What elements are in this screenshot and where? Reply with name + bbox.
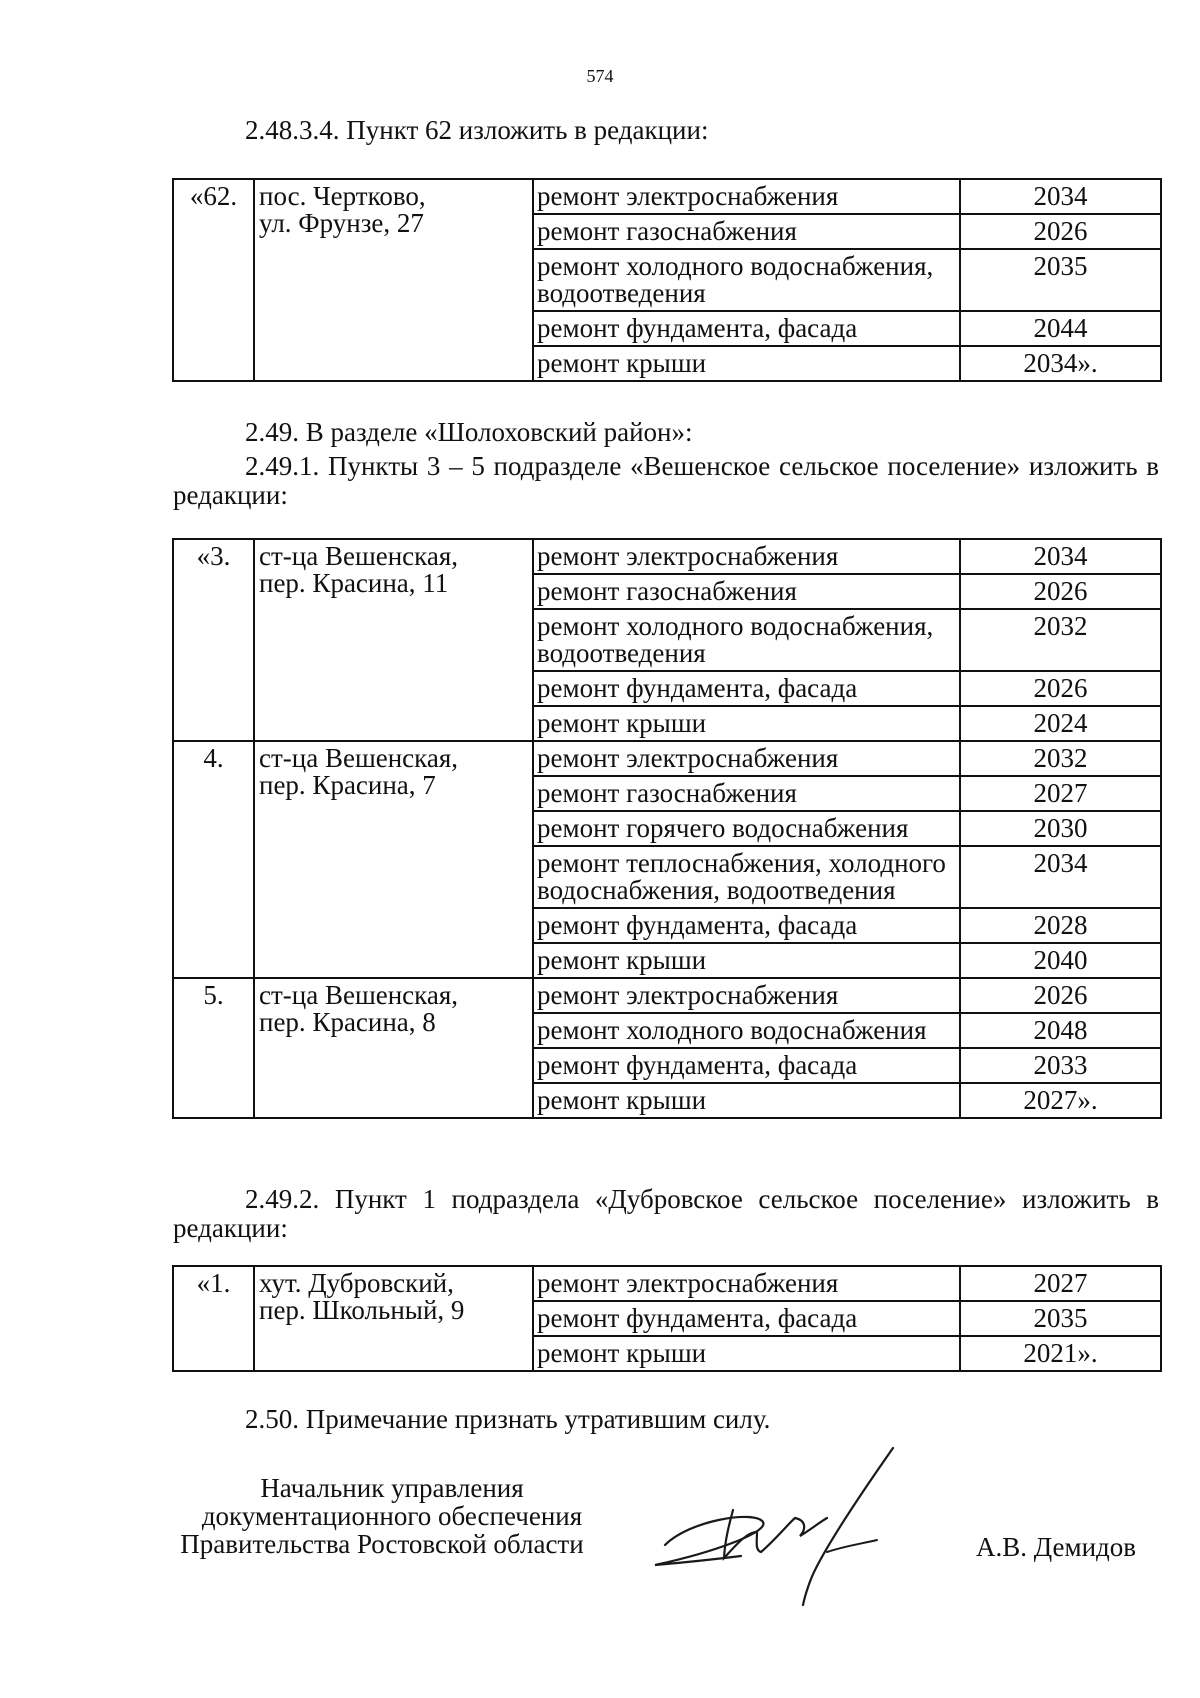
item-address	[254, 539, 533, 741]
work-type: ремонт фундамента, фасада	[533, 908, 960, 943]
work-type: ремонт фундамента, фасада	[533, 1301, 960, 1336]
work-year: 2026	[960, 671, 1161, 706]
work-year: 2035	[960, 1301, 1161, 1336]
work-type: ремонт газоснабжения	[533, 574, 960, 609]
table-row	[173, 978, 1161, 1013]
address-line: ст-ца Вешенская,	[259, 980, 459, 1010]
address-line: пос. Чертково,	[259, 181, 426, 211]
signatory-position-line: Правительства Ростовской области	[180, 1529, 584, 1559]
work-type: ремонт фундамента, фасада	[533, 671, 960, 706]
work-year: 2032	[960, 741, 1161, 776]
item-address	[254, 978, 533, 1118]
item-address	[254, 1266, 533, 1371]
table-row	[173, 539, 1161, 574]
item-address	[254, 741, 533, 978]
table-dubrovskoe	[172, 1265, 1162, 1372]
section-2-49-heading: 2.49. В разделе «Шолоховский район»:	[245, 417, 693, 447]
work-type: ремонт электроснабжения	[533, 539, 960, 574]
work-year: 2027	[960, 776, 1161, 811]
work-year: 2040	[960, 943, 1161, 978]
address-line: ст-ца Вешенская,	[259, 541, 459, 571]
address-line: ст-ца Вешенская,	[259, 743, 459, 773]
work-type: ремонт газоснабжения	[533, 776, 960, 811]
work-year: 2035	[960, 249, 1161, 311]
work-year: 2044	[960, 311, 1161, 346]
table-veshenskoe	[172, 538, 1162, 1119]
address-line: пер. Красина, 7	[259, 770, 436, 800]
work-year: 2026	[960, 978, 1161, 1013]
signatory-position	[172, 1474, 612, 1558]
address-line: пер. Школьный, 9	[259, 1295, 465, 1325]
work-year: 2034	[960, 179, 1161, 214]
table-row	[173, 741, 1161, 776]
work-year: 2034	[960, 539, 1161, 574]
work-type: ремонт газоснабжения	[533, 214, 960, 249]
work-type: ремонт теплоснабжения, холодного водоснабжения, водоотведения	[533, 846, 960, 908]
work-type: ремонт крыши	[533, 943, 960, 978]
work-type: ремонт фундамента, фасада	[533, 311, 960, 346]
item-number: «3.	[173, 539, 254, 741]
address-line: хут. Дубровский,	[259, 1268, 454, 1298]
work-year: 2028	[960, 908, 1161, 943]
work-year: 2034	[960, 846, 1161, 908]
work-year: 2030	[960, 811, 1161, 846]
item-number: 4.	[173, 741, 254, 978]
handwritten-signature	[645, 1440, 945, 1610]
section-2-50-text: 2.50. Примечание признать утратившим силу.	[245, 1404, 771, 1434]
table-punkt-62	[172, 178, 1162, 382]
table-row	[173, 179, 1161, 214]
work-type: ремонт крыши	[533, 706, 960, 741]
signatory-position-line: документационного обеспечения	[201, 1501, 583, 1531]
work-type: ремонт холодного водоснабжения, водоотведения	[533, 249, 960, 311]
item-address	[254, 179, 533, 381]
work-year: 2024	[960, 706, 1161, 741]
section-2-49-1-text: 2.49.1. Пункты 3 – 5 подразделе «Вешенское сельское поселение» изложить в редакции:	[173, 451, 1159, 510]
signatory-name: А.В. Демидов	[976, 1532, 1137, 1562]
address-line: пер. Красина, 11	[259, 568, 449, 598]
signatory-position-line: Начальник управления	[260, 1473, 524, 1503]
work-type: ремонт горячего водоснабжения	[533, 811, 960, 846]
work-type: ремонт крыши	[533, 346, 960, 381]
work-year: 2026	[960, 574, 1161, 609]
work-type: ремонт фундамента, фасада	[533, 1048, 960, 1083]
work-type: ремонт холодного водоснабжения, водоотведения	[533, 609, 960, 671]
work-year: 2027	[960, 1266, 1161, 1301]
work-year: 2048	[960, 1013, 1161, 1048]
section-2-48-3-4-heading: 2.48.3.4. Пункт 62 изложить в редакции:	[245, 115, 709, 145]
address-line: пер. Красина, 8	[259, 1007, 436, 1037]
work-year: 2027».	[960, 1083, 1161, 1118]
item-number: «1.	[173, 1266, 254, 1371]
item-number: «62.	[173, 179, 254, 381]
work-type: ремонт электроснабжения	[533, 179, 960, 214]
work-type: ремонт электроснабжения	[533, 1266, 960, 1301]
work-type: ремонт холодного водоснабжения	[533, 1013, 960, 1048]
table-row	[173, 1266, 1161, 1301]
work-year: 2032	[960, 609, 1161, 671]
work-type: ремонт крыши	[533, 1336, 960, 1371]
work-year: 2026	[960, 214, 1161, 249]
work-year: 2034».	[960, 346, 1161, 381]
page-number: 574	[586, 66, 614, 86]
work-type: ремонт электроснабжения	[533, 978, 960, 1013]
work-year: 2033	[960, 1048, 1161, 1083]
work-year: 2021».	[960, 1336, 1161, 1371]
address-line: ул. Фрунзе, 27	[259, 208, 424, 238]
work-type: ремонт крыши	[533, 1083, 960, 1118]
section-2-49-2-text: 2.49.2. Пункт 1 подраздела «Дубровское сельское поселение» изложить в редакции:	[173, 1184, 1159, 1243]
work-type: ремонт электроснабжения	[533, 741, 960, 776]
item-number: 5.	[173, 978, 254, 1118]
